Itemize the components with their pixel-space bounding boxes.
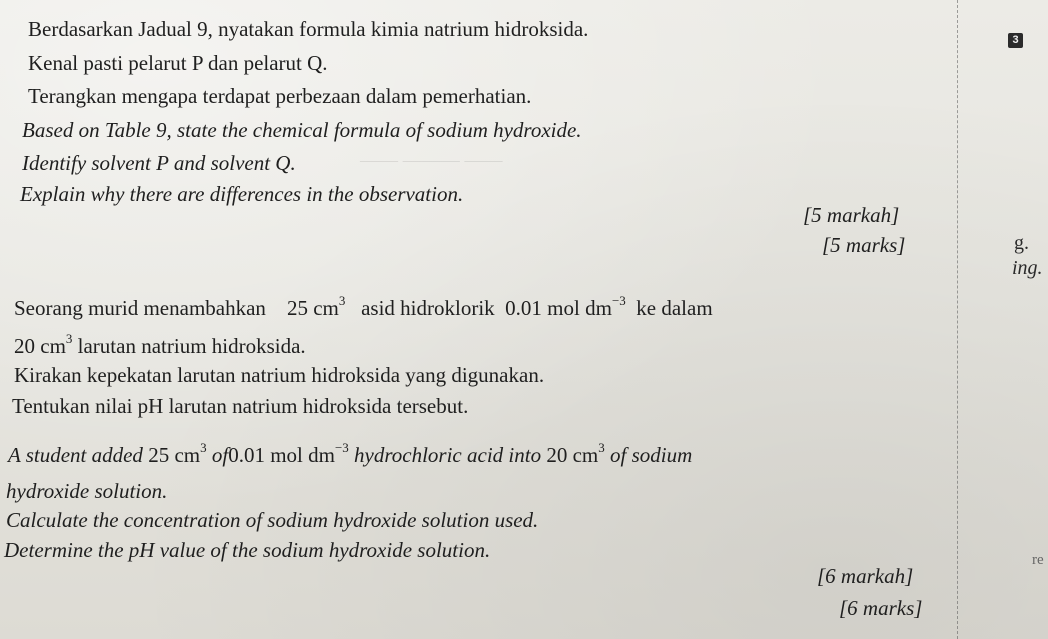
question2-malay-line-2 xyxy=(14,331,306,358)
question-malay-line-2: Kenal pasti pelarut P dan pelarut Q. xyxy=(28,51,328,75)
q2m-unit-moldm: mol dm xyxy=(547,296,612,320)
edge-text-ing: ing. xyxy=(1012,257,1043,279)
q2e-unit-cm-2: cm xyxy=(572,443,599,467)
q2m-text-a: Seorang murid menambahkan xyxy=(14,296,266,320)
question-malay-line-3: Terangkan mengapa terdapat perbezaan dalam pemerhatian. xyxy=(28,84,532,108)
q2e-sup-neg3: −3 xyxy=(334,440,349,455)
question2-malay-line-3: Kirakan kepekatan larutan natrium hidroksida yang digunakan. xyxy=(14,363,545,387)
q2e-sup-3b: 3 xyxy=(598,440,605,455)
q2m-volume-2: 20 xyxy=(14,334,35,358)
q2e-text-of: of xyxy=(211,443,229,467)
question-english-line-3: Explain why there are differences in the observation. xyxy=(20,182,464,206)
q2m-unit-cm-2: cm xyxy=(40,334,66,358)
show-through-decoration: —— ——— —— xyxy=(360,150,503,171)
question2-english-line-1 xyxy=(8,440,693,467)
q2m-sup-neg3: −3 xyxy=(611,293,626,308)
q2e-text-c: hydrochloric acid into xyxy=(354,443,542,467)
question2-malay-line-1 xyxy=(14,293,713,320)
question2-english-line-3: Calculate the concentration of sodium hydroxide solution used. xyxy=(6,508,539,532)
question-number-badge: 3 xyxy=(1008,33,1023,48)
question2-english-line-4: Determine the pH value of the sodium hydroxide solution. xyxy=(4,538,491,562)
q2e-sup-3: 3 xyxy=(200,440,207,455)
marks2-english: [6 marks] xyxy=(839,596,923,620)
question-english-line-1: Based on Table 9, state the chemical formula of sodium hydroxide. xyxy=(22,118,582,142)
margin-dashed-line xyxy=(957,0,958,639)
q2m-conc: 0.01 xyxy=(505,296,542,320)
q2e-volume-2: 20 xyxy=(546,443,568,467)
q2e-text-a: A student added xyxy=(8,443,143,467)
marks-english: [5 marks] xyxy=(822,233,906,257)
q2e-text-d: of sodium xyxy=(609,443,693,467)
q2m-sup-3: 3 xyxy=(338,293,346,308)
q2m-line2-rest: larutan natrium hidroksida. xyxy=(77,334,306,358)
marks-malay: [5 markah] xyxy=(803,203,900,227)
edge-text-g: g. xyxy=(1014,232,1029,254)
question-malay-line-1: Berdasarkan Jadual 9, nyatakan formula kimia natrium hidroksida. xyxy=(28,17,589,41)
question2-english-line-2: hydroxide solution. xyxy=(6,479,168,503)
q2e-volume: 25 xyxy=(148,443,170,467)
q2m-text-c: ke dalam xyxy=(636,296,713,320)
q2m-text-b: asid hidroklorik xyxy=(361,296,495,320)
q2e-unit-moldm: mol dm xyxy=(270,443,335,467)
marks2-malay: [6 markah] xyxy=(817,564,914,588)
q2m-sup-3b: 3 xyxy=(65,331,73,346)
q2m-volume: 25 xyxy=(286,296,308,320)
q2e-conc: 0.01 xyxy=(228,443,265,467)
edge-text-re: re xyxy=(1032,552,1044,568)
question2-malay-line-4: Tentukan nilai pH larutan natrium hidroksida tersebut. xyxy=(12,394,469,418)
q2m-unit-cm: cm xyxy=(313,296,339,320)
question-english-line-2: Identify solvent P and solvent Q. xyxy=(22,151,296,175)
q2e-unit-cm: cm xyxy=(174,443,201,467)
